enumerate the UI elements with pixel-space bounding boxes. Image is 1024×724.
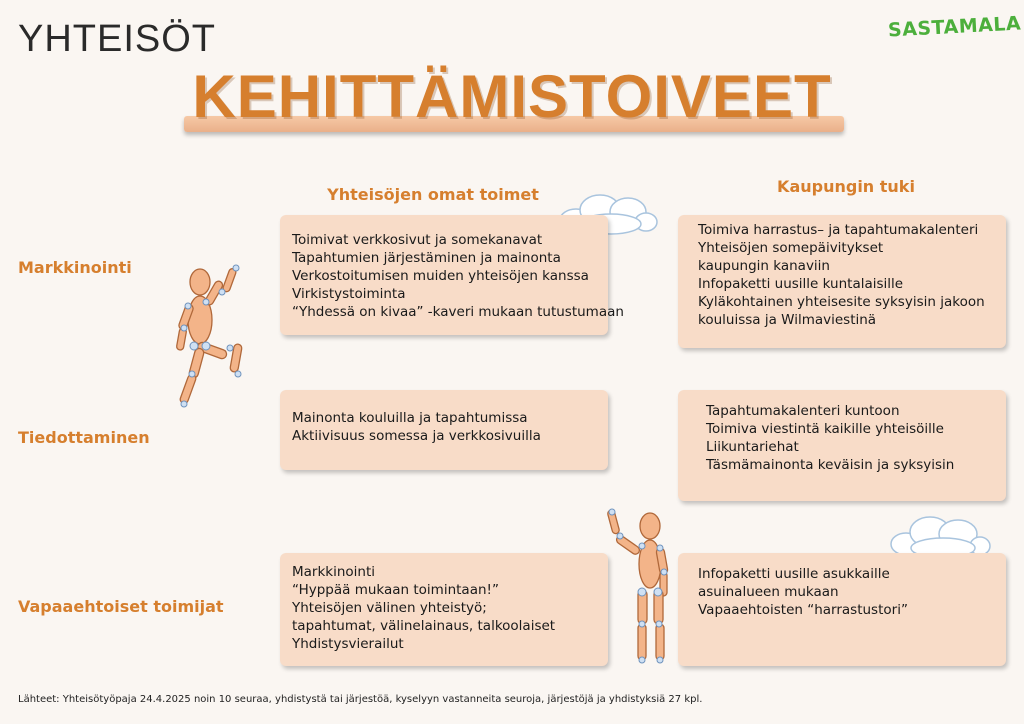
list-item: Toimiva harrastus– ja tapahtumakalenteri xyxy=(698,222,979,238)
list-item: Yhdistysvierailut xyxy=(292,636,404,652)
list-item: kaupungin kanaviin xyxy=(698,258,830,274)
row-label-vapaaehtoiset: Vapaaehtoiset toimijat xyxy=(18,597,224,616)
list-item: Virkistystoiminta xyxy=(292,286,406,302)
list-item: Täsmämainonta keväisin ja syksyisin xyxy=(706,457,955,473)
card-vapaaehtoiset-community xyxy=(280,553,608,666)
wooden-mannequin-climbing-icon xyxy=(170,262,266,422)
list-item: Markkinointi xyxy=(292,564,376,580)
column-heading-community: Yhteisöjen omat toimet xyxy=(327,185,539,204)
section-title: YHTEISÖT xyxy=(18,18,217,60)
list-item: Yhteisöjen välinen yhteistyö; xyxy=(292,600,487,616)
list-item: “Hyppää mukaan toimintaan!” xyxy=(292,582,499,598)
list-item: Yhteisöjen somepäivitykset xyxy=(698,240,884,256)
list-item: Vapaaehtoisten “harrastustori” xyxy=(698,602,908,618)
brand-logo: SASTAMALA xyxy=(887,12,1022,42)
list-item: “Yhdessä on kivaa” -kaveri mukaan tutustumaan xyxy=(292,304,624,320)
list-item: kouluissa ja Wilmaviestinä xyxy=(698,312,877,328)
card-tiedottaminen-community xyxy=(280,390,608,470)
list-item: Toimiva viestintä kaikille yhteisöille xyxy=(706,421,944,437)
list-item: Verkostoitumisen muiden yhteisöjen kanssa xyxy=(292,268,589,284)
row-label-tiedottaminen: Tiedottaminen xyxy=(18,428,150,447)
card-markkinointi-community xyxy=(280,215,624,335)
list-item: Infopaketti uusille kuntalaisille xyxy=(698,276,904,292)
list-item: Toimivat verkkosivut ja somekanavat xyxy=(292,232,543,248)
list-item: Tapahtumien järjestäminen ja mainonta xyxy=(292,250,561,266)
list-item: Kyläkohtainen yhteisesite syksyisin jakoon xyxy=(698,294,985,310)
wooden-mannequin-waving-icon xyxy=(602,506,686,670)
list-item: tapahtumat, välinelainaus, talkoolaiset xyxy=(292,618,556,634)
list-item: Infopaketti uusille asukkaille xyxy=(698,566,890,582)
list-item: Liikuntariehat xyxy=(706,439,799,455)
list-item: Mainonta kouluilla ja tapahtumissa xyxy=(292,410,528,426)
main-title: KEHITTÄMISTOIVEET xyxy=(192,63,832,130)
row-label-markkinointi: Markkinointi xyxy=(18,258,132,277)
list-item: Aktiivisuus somessa ja verkkosivuilla xyxy=(292,428,541,444)
list-item: asuinalueen mukaan xyxy=(698,584,839,600)
card-markkinointi-city xyxy=(678,215,1006,348)
footer-source: Lähteet: Yhteisötyöpaja 24.4.2025 noin 10 seuraa, yhdistystä tai järjestöä, kyselyyn vastanneita seuroja, järjestöjä ja yhdistyksiä 27 kpl. xyxy=(18,694,703,705)
card-tiedottaminen-city xyxy=(678,390,1006,501)
card-vapaaehtoiset-city xyxy=(678,553,1006,666)
list-item: Tapahtumakalenteri kuntoon xyxy=(706,403,900,419)
column-heading-city: Kaupungin tuki xyxy=(777,177,915,196)
